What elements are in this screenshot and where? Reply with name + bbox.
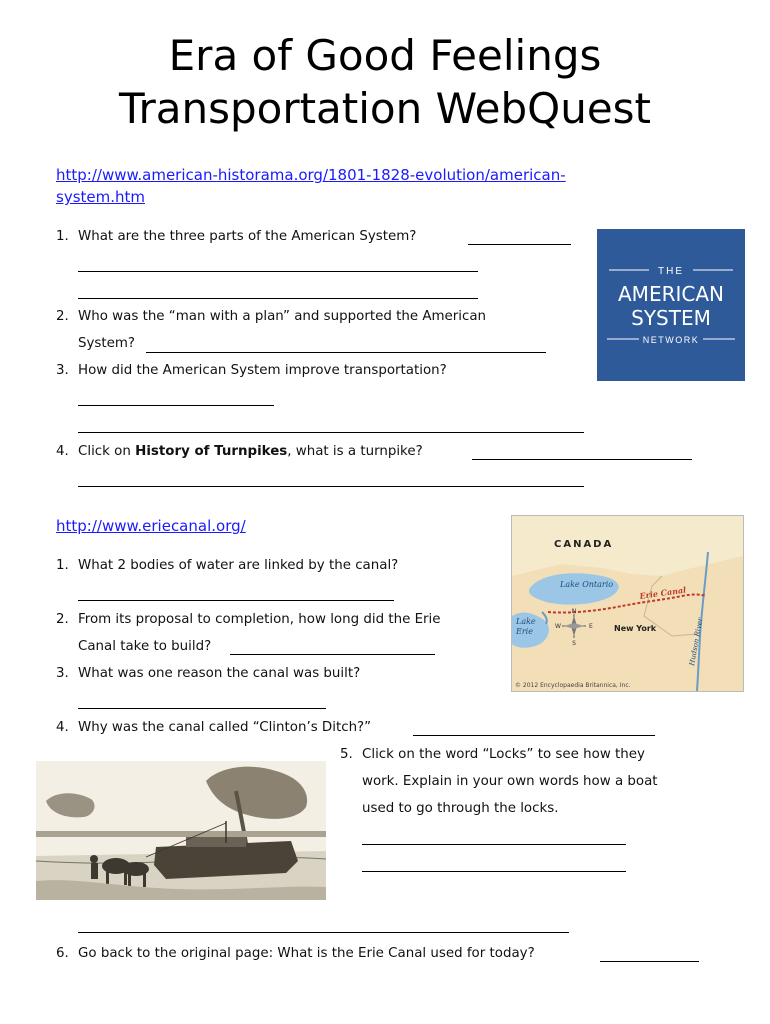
- history-of-turnpikes-label: History of Turnpikes: [135, 444, 288, 459]
- question-3-erie: 3. What was one reason the canal was built?: [56, 666, 361, 681]
- american-system-link-line1[interactable]: http://www.american-historama.org/1801-1828-evolution/american-: [56, 166, 566, 184]
- map-label-erie-canal: Erie Canal: [638, 584, 687, 601]
- answer-blank[interactable]: [78, 271, 478, 272]
- logo-system-text: SYSTEM: [631, 306, 711, 330]
- answer-blank[interactable]: [78, 486, 584, 487]
- map-credit: © 2012 Encyclopaedia Britannica, Inc.: [515, 682, 631, 689]
- question-2-american-system: 2. Who was the “man with a plan” and supported the American: [56, 309, 487, 324]
- question-1-american-system: 1. What are the three parts of the American System?: [56, 229, 417, 244]
- question-4-american-system: 4. Click on History of Turnpikes, what is a turnpike?: [56, 444, 423, 459]
- answer-blank[interactable]: [362, 871, 626, 872]
- answer-blank[interactable]: [78, 432, 584, 433]
- question-2-erie: 2. From its proposal to completion, how long did the Erie: [56, 612, 441, 627]
- canal-boat-engraving: [36, 761, 326, 900]
- map-label-lake-erie-2: Erie: [516, 627, 533, 636]
- compass-n: N: [571, 608, 577, 615]
- american-system-link-line2[interactable]: system.htm: [56, 188, 145, 206]
- question-6-erie: 6. Go back to the original page: What is the Erie Canal used for today?: [56, 946, 535, 961]
- compass-w: W: [555, 623, 561, 630]
- question-3-american-system: 3. How did the American System improve transportation?: [56, 363, 447, 378]
- logo-the-text: THE: [658, 266, 684, 277]
- answer-blank[interactable]: [472, 459, 692, 460]
- map-label-lake-ontario: Lake Ontario: [560, 580, 614, 589]
- map-label-new-york: New York: [614, 624, 657, 633]
- question-5-line3: used to go through the locks.: [362, 801, 559, 816]
- answer-blank[interactable]: [468, 244, 571, 245]
- map-label-canada: CANADA: [554, 539, 614, 550]
- answer-blank[interactable]: [78, 708, 326, 709]
- erie-canal-link[interactable]: http://www.eriecanal.org/: [56, 517, 246, 535]
- answer-blank[interactable]: [230, 654, 435, 655]
- compass-s: S: [572, 640, 576, 647]
- logo-american-text: AMERICAN: [618, 282, 724, 306]
- compass-e: E: [589, 623, 593, 630]
- map-label-hudson-river: Hudson River: [688, 617, 705, 667]
- answer-blank[interactable]: [600, 961, 699, 962]
- answer-blank[interactable]: [78, 298, 478, 299]
- question-2-line2: System?: [78, 336, 136, 351]
- question-5-erie: 5. Click on the word “Locks” to see how they: [340, 747, 645, 762]
- erie-canal-map: [511, 515, 744, 692]
- answer-blank[interactable]: [78, 600, 394, 601]
- answer-blank[interactable]: [362, 844, 626, 845]
- question-5-line2: work. Explain in your own words how a boat: [362, 774, 658, 789]
- american-system-logo: [597, 229, 745, 381]
- question-2-erie-line2: Canal take to build?: [78, 639, 212, 654]
- logo-network-text: NETWORK: [642, 335, 700, 345]
- map-label-lake-erie-1: Lake: [516, 617, 536, 626]
- question-4-erie: 4. Why was the canal called “Clinton’s Ditch?”: [56, 720, 372, 735]
- page-title-line1: Era of Good Feelings: [168, 31, 602, 80]
- answer-blank[interactable]: [413, 735, 655, 736]
- answer-blank[interactable]: [78, 932, 569, 933]
- page-title-line2: Transportation WebQuest: [118, 84, 652, 133]
- answer-blank[interactable]: [78, 405, 274, 406]
- question-1-erie: 1. What 2 bodies of water are linked by the canal?: [56, 558, 399, 573]
- answer-blank[interactable]: [146, 352, 546, 353]
